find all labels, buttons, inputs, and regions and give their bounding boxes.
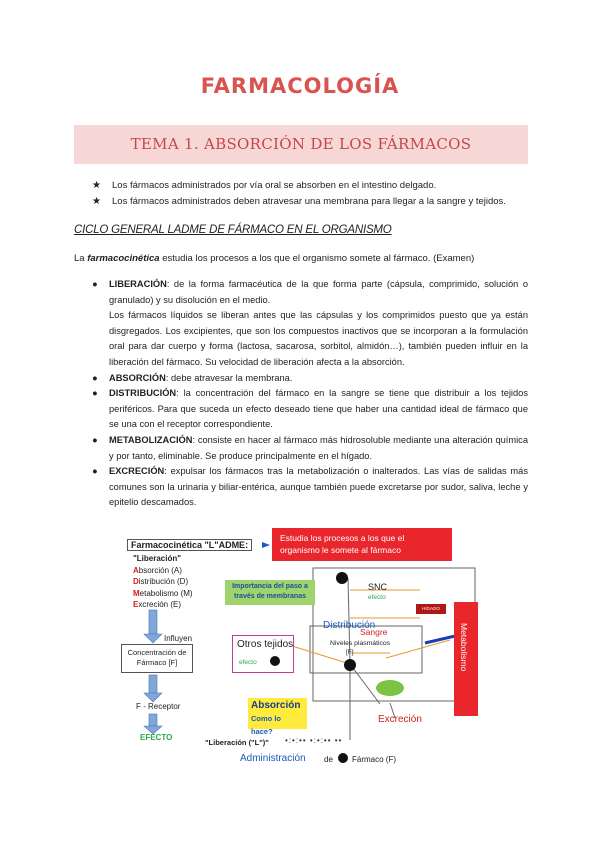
snc-label: SNC [368, 582, 388, 592]
liver-label: HÍGADO [416, 604, 446, 614]
star-icon: ★ [92, 195, 101, 207]
snc-node [336, 572, 348, 584]
membrane-note-box: Importancia del paso a través de membranas [225, 580, 315, 605]
plasma-node [344, 659, 356, 671]
bullet-excrecion: ● EXCRECIÓN: expulsar los fármacos tras la metabolización o inalterados. Las vías de salidas más comunes son la urinaria y biliar-entérica, aunque también puede excretarse por sudor, saliva, leche y epitelio descamados. [92, 466, 528, 508]
farmaco-label: Fármaco (F) [352, 755, 396, 764]
receptor-label: F - Receptor [136, 702, 181, 711]
otros-efecto: efecto [239, 659, 257, 666]
otros-tejidos-label: Otros tejidos [237, 639, 294, 650]
bullet-metabolizacion: ● METABOLIZACIÓN: consiste en hacer al fármaco más hidrosoluble mediante una alteración química y por tanto, eliminable. Se produce principalmente en el hígado. [92, 434, 528, 461]
administracion-label: Administración [240, 753, 306, 764]
kidney-node [376, 680, 404, 696]
section-heading: CICLO GENERAL LADME DE FÁRMACO EN EL ORGANISMO [74, 224, 392, 236]
snc-efecto: efecto [368, 594, 386, 601]
liberacion-label: "Liberación ("L")" [205, 738, 269, 747]
key-points [92, 178, 506, 209]
concentration-box: Concentración de Fármaco [F] [121, 644, 193, 673]
bullet-distribucion: ● DISTRIBUCIÓN: la concentración del fármaco en la sangre se tiene que distribuir a los tejidos periféricos. Para que suceda un efecto deseado tiene que haber una cantidad ideal de fármaco que se una con el receptor correspondiente. [92, 388, 528, 430]
sangre-label: Sangre [360, 627, 388, 637]
de-label: de [324, 755, 333, 764]
key-point: ★ Los fármacos administrados por vía oral se absorben en el intestino delgado. [92, 178, 506, 194]
bullet-liberacion: ● LIBERACIÓN: de la forma farmacéutica de la que forma parte (cápsula, comprimido, solución o granulado) y su disolución en el medio. Los fármacos líquidos se liberan antes que las cápsulas y los comprimidos puesto que ya están disgregados. Los excipientes, que son los compuestos inactivos que se incorporan a la formulación oral para dar cuerpo y forma (lactosa, sacarosa, sorbitol, almidón…), también pueden influir en la liberación del fármaco. Su velocidad de liberación afecta a la absorción. [92, 279, 528, 367]
ladme-title: Farmacocinética "L"ADME: [127, 539, 252, 551]
bullet-absorcion: ● ABSORCIÓN: debe atravesar la membrana. [92, 371, 528, 387]
ladme-items: "Liberación" Absorción (A) Distribución (D) Metabolismo (M) Excreción (E) [133, 554, 193, 609]
absorcion-box: Absorción Como lo hace? [248, 698, 307, 729]
ladme-diagram [120, 528, 485, 773]
intro-paragraph: La farmacocinética estudia los procesos a los que el organismo somete al fármaco. (Examen) [74, 253, 475, 264]
ladme-bullet-list [92, 277, 528, 511]
key-point: ★ Los fármacos administrados deben atravesar una membrana para llegar a la sangre y tejidos. [92, 194, 506, 210]
bullet-icon: ● [92, 434, 98, 445]
topic-banner: TEMA 1. ABSORCIÓN DE LOS FÁRMACOS [74, 125, 528, 164]
bullet-icon: ● [92, 279, 98, 289]
efecto-label: EFECTO [140, 733, 173, 742]
pill-dots: •:•:•• •:•:•• •• [285, 736, 343, 745]
distribucion-label: Distribución [323, 620, 376, 631]
influyen-label: Influyen [164, 634, 193, 643]
page-title: FARMACOLOGÍA [200, 74, 400, 98]
star-icon: ★ [92, 180, 101, 191]
farmaco-node [338, 753, 348, 763]
metabolism-label: Metabolismo [459, 623, 469, 672]
excrecion-label: Excreción [378, 714, 422, 725]
niveles-f: [F] [346, 649, 354, 656]
niveles-label: Niveles plasmáticos [330, 640, 391, 647]
bullet-icon: ● [92, 388, 98, 399]
bullet-icon: ● [92, 466, 98, 477]
red-note-box: Estudia los procesos a los que el organismo le somete al fármaco [272, 528, 452, 561]
bullet-icon: ● [92, 372, 98, 383]
tejidos-node [270, 656, 280, 666]
